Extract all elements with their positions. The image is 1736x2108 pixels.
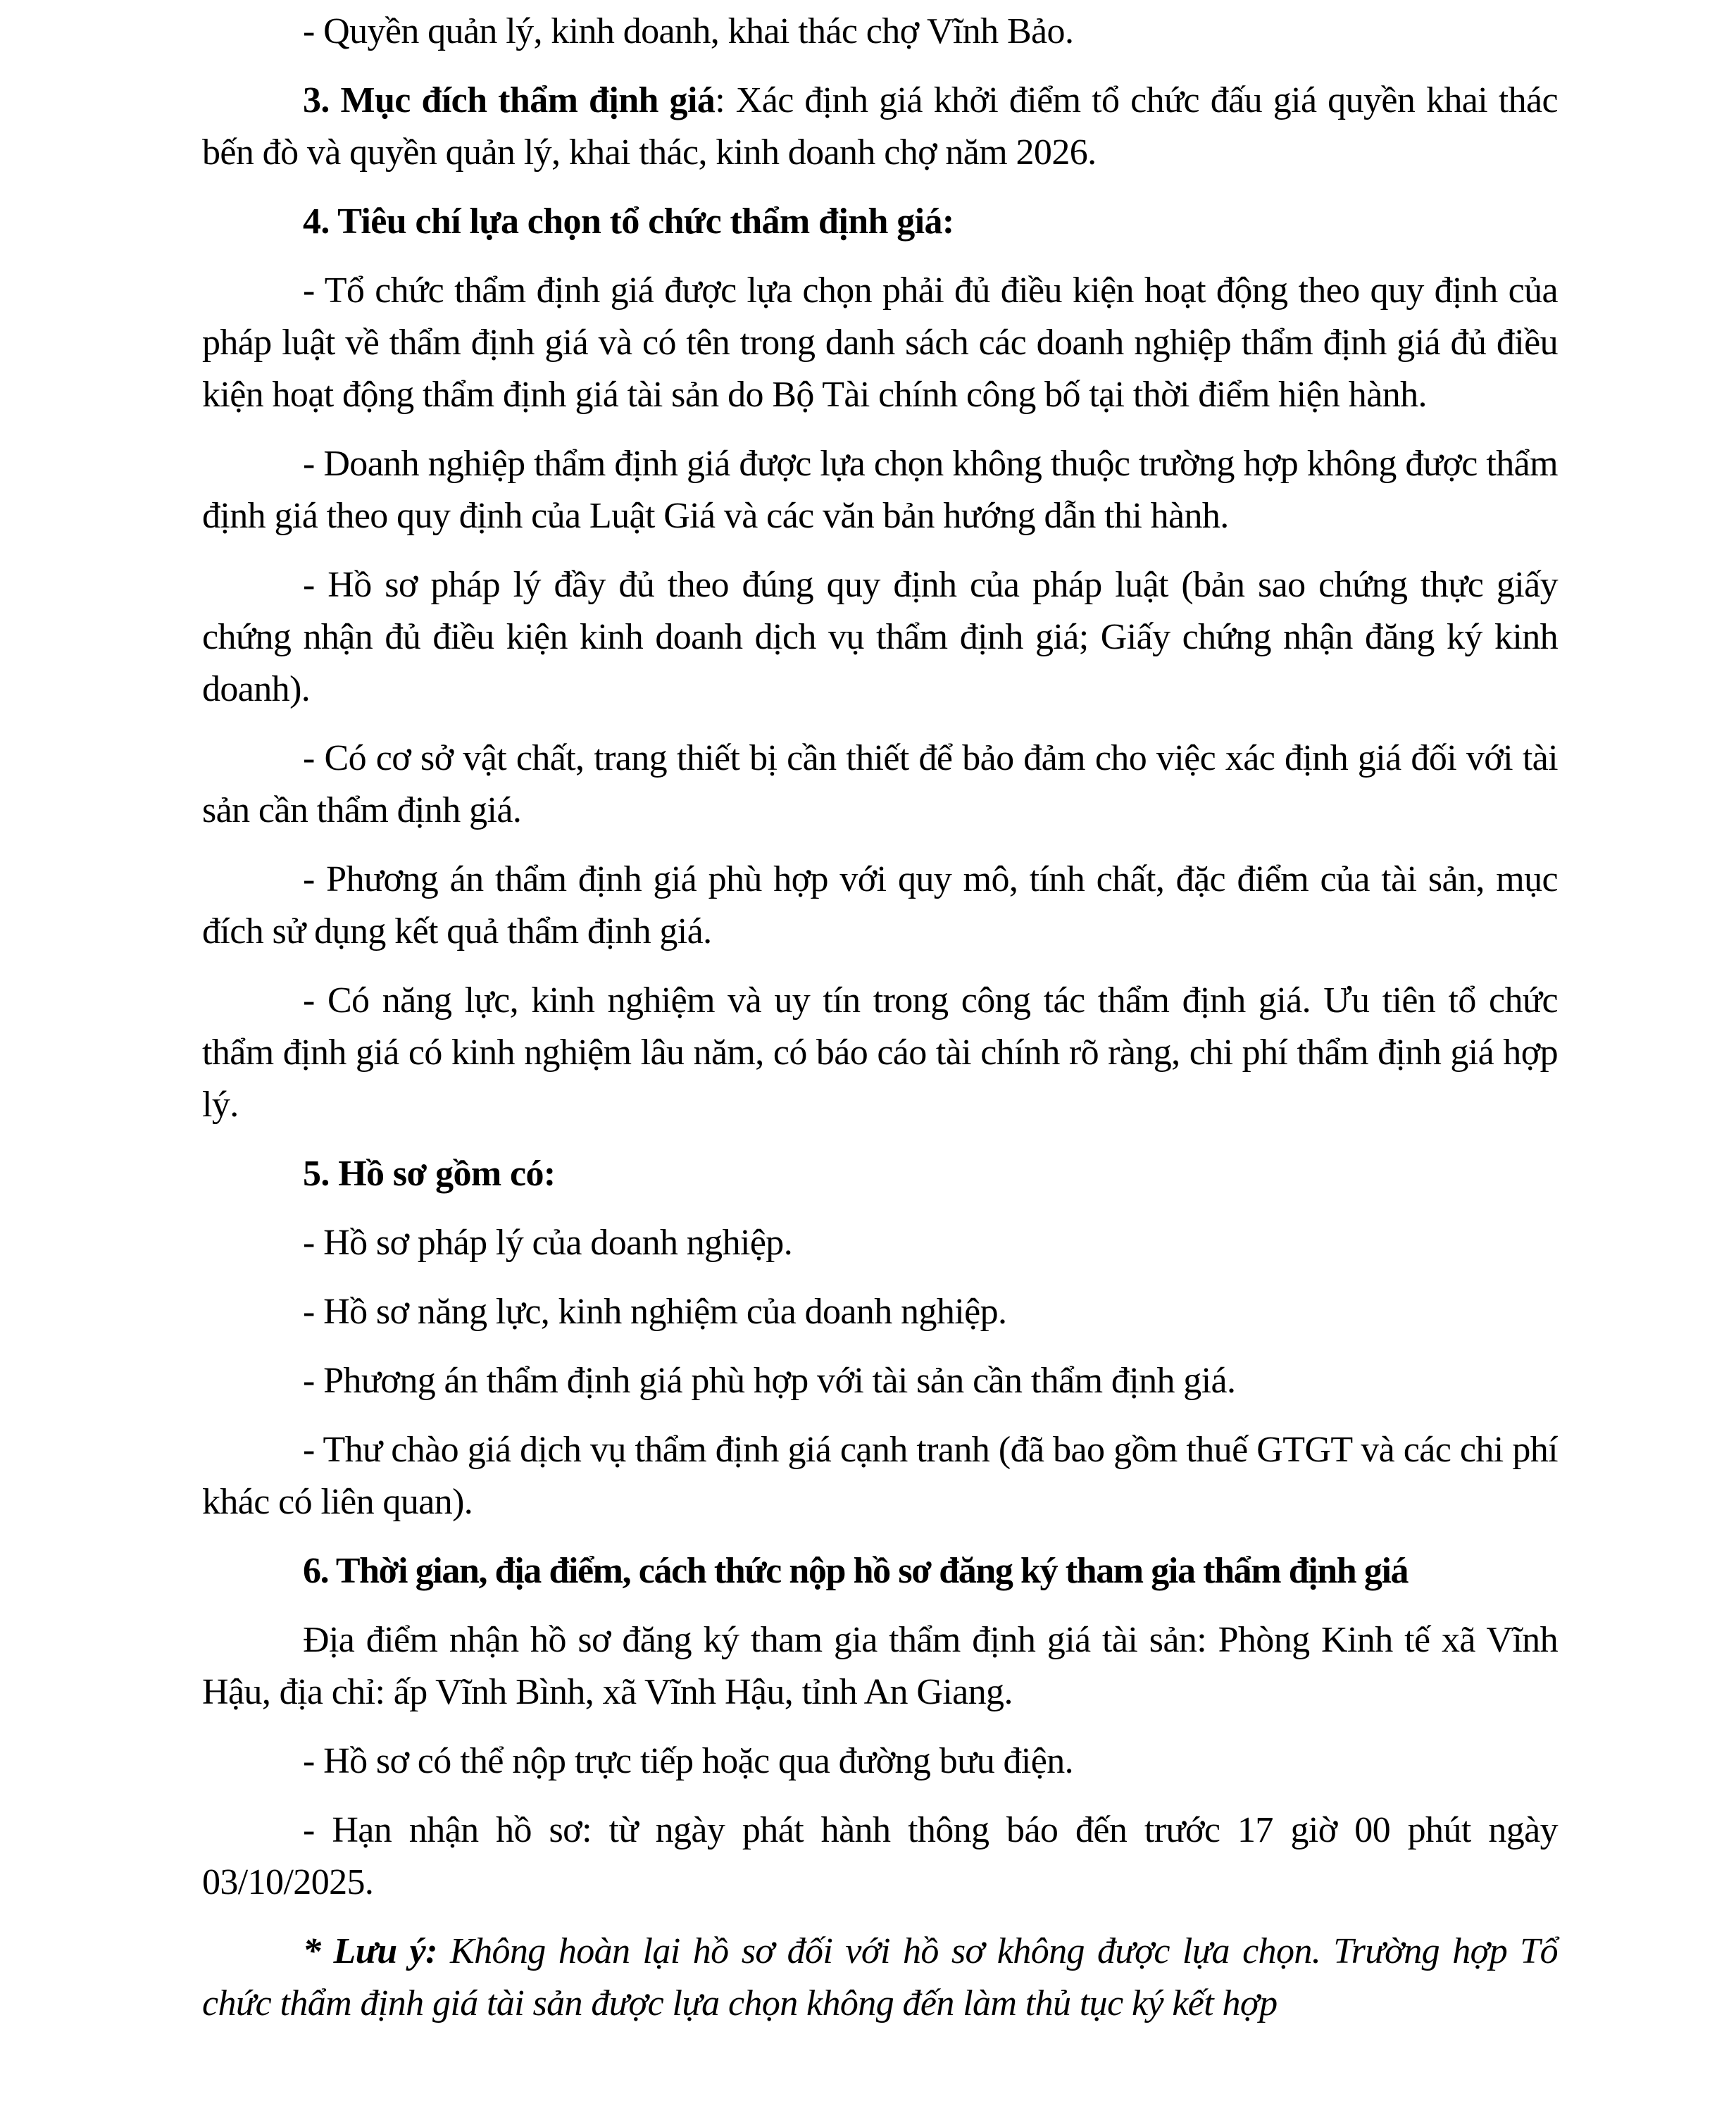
section-6-item: - Hồ sơ có thể nộp trực tiếp hoặc qua đường bưu điện. (303, 1741, 1074, 1781)
section-6-item: - Hạn nhận hồ sơ: từ ngày phát hành thông báo đến trước 17 giờ 00 phút ngày 03/10/2025. (202, 1810, 1558, 1902)
section-5-item: - Phương án thẩm định giá phù hợp với tài sản cần thẩm định giá. (303, 1361, 1236, 1401)
section-6-item: Địa điểm nhận hồ sơ đăng ký tham gia thẩm định giá tài sản: Phòng Kinh tế xã Vĩnh Hậu, địa chỉ: ấp Vĩnh Bình, xã Vĩnh Hậu, tỉnh An Giang. (202, 1620, 1558, 1712)
section-5-item: - Hồ sơ năng lực, kinh nghiệm của doanh nghiệp. (303, 1292, 1007, 1332)
note-label: * Lưu ý: (303, 1931, 437, 1971)
section-5-heading: 5. Hồ sơ gồm có: (303, 1154, 556, 1194)
section-6-heading: 6. Thời gian, địa điểm, cách thức nộp hồ sơ đăng ký tham gia thẩm định giá (303, 1551, 1409, 1591)
document-page (202, 0, 1558, 2030)
note-paragraph (202, 1926, 1558, 2030)
section-3-heading: 3. Mục đích thẩm định giá (303, 80, 716, 120)
section-4-item: - Có cơ sở vật chất, trang thiết bị cần thiết để bảo đảm cho việc xác định giá đối với tài sản cần thẩm định giá. (202, 738, 1558, 830)
section-4-heading: 4. Tiêu chí lựa chọn tổ chức thẩm định giá: (303, 201, 954, 242)
section-5-item: - Thư chào giá dịch vụ thẩm định giá cạnh tranh (đã bao gồm thuế GTGT và các chi phí khác có liên quan). (202, 1430, 1558, 1522)
paragraph-quyen-quan-ly: - Quyền quản lý, kinh doanh, khai thác chợ Vĩnh Bảo. (303, 11, 1074, 51)
section-4-item: - Doanh nghiệp thẩm định giá được lựa chọn không thuộc trường hợp không được thẩm định giá theo quy định của Luật Giá và các văn bản hướng dẫn thi hành. (202, 444, 1558, 536)
section-3-paragraph (202, 75, 1558, 179)
section-4-item: - Hồ sơ pháp lý đầy đủ theo đúng quy định của pháp luật (bản sao chứng thực giấy chứng nhận đủ điều kiện kinh doanh dịch vụ thẩm định giá; Giấy chứng nhận đăng ký kinh doanh). (202, 565, 1558, 709)
section-4-item: - Có năng lực, kinh nghiệm và uy tín trong công tác thẩm định giá. Ưu tiên tổ chức thẩm định giá có kinh nghiệm lâu năm, có báo cáo tài chính rõ ràng, chi phí thẩm định giá hợp lý. (202, 980, 1558, 1125)
section-3-text: : Xác định giá khởi điểm tổ chức đấu giá quyền khai thác bến đò và quyền quản lý, khai thác, kinh doanh chợ năm 2026. (202, 80, 1559, 173)
section-5-item: - Hồ sơ pháp lý của doanh nghiệp. (303, 1223, 793, 1263)
section-4-item: - Tổ chức thẩm định giá được lựa chọn phải đủ điều kiện hoạt động theo quy định của pháp luật về thẩm định giá và có tên trong danh sách các doanh nghiệp thẩm định giá đủ điều kiện hoạt động thẩm định giá tài sản do Bộ Tài chính công bố tại thời điểm hiện hành. (202, 270, 1558, 415)
section-4-item: - Phương án thẩm định giá phù hợp với quy mô, tính chất, đặc điểm của tài sản, mục đích sử dụng kết quả thẩm định giá. (202, 859, 1558, 952)
note-text: Không hoàn lại hồ sơ đối với hồ sơ không được lựa chọn. Trường hợp Tổ chức thẩm định giá tài sản được lựa chọn không đến làm thủ tục ký kết hợp (202, 1931, 1558, 2023)
